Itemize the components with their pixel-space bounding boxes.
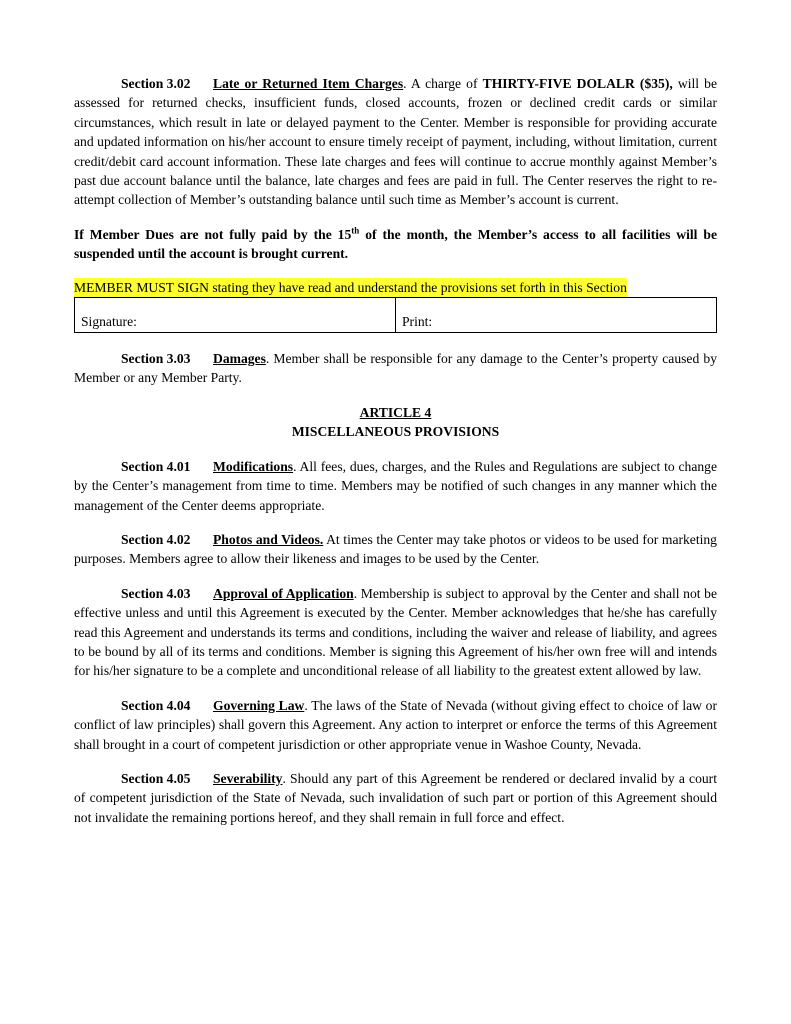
signature-field[interactable] — [75, 298, 395, 332]
section-number: Section 3.02 — [121, 76, 191, 91]
section-4-03 — [74, 584, 717, 681]
notice-superscript: th — [351, 225, 360, 236]
article-heading — [74, 403, 717, 442]
section-number: Section 4.04 — [121, 697, 191, 713]
section-title: Photos and Videos. — [213, 531, 324, 547]
section-4-02 — [74, 530, 717, 569]
signature-label: Signature: — [81, 313, 137, 329]
section-4-05 — [74, 769, 717, 827]
signature-instruction — [74, 278, 717, 297]
section-4-01 — [74, 457, 717, 515]
section-number: Section 4.01 — [121, 458, 191, 474]
section-title: Late or Returned Item Charges — [213, 76, 404, 91]
section-title: Modifications — [213, 458, 294, 474]
section-title: Approval of Application — [213, 585, 354, 601]
section-number: Section 4.05 — [121, 770, 191, 786]
print-field[interactable] — [395, 298, 716, 332]
print-label: Print: — [402, 313, 433, 329]
section-text: . All fees, dues, charges, and the Rules and Regulations are subject to change by the Center’s management from time to time. Members may be notified of such changes in any manner which the management of the Center deems appropriate. — [74, 458, 717, 513]
dues-notice — [74, 225, 717, 264]
signature-table — [74, 297, 717, 333]
notice-text: of the month, the Member’s access to all facilities will be suspended until the account is brought current. — [74, 226, 717, 262]
section-4-04 — [74, 696, 717, 754]
section-3-02 — [74, 74, 717, 210]
section-title: Severability — [213, 770, 283, 786]
section-text: . The laws of the State of Nevada (without giving effect to choice of law or conflict of law principles) shall govern this Agreement. Any action to interpret or enforce the terms of this Agreement shall brought in a court of competent jurisdiction or other appropriate venue in Washoe County, Nevada. — [74, 697, 717, 752]
highlighted-instruction: MEMBER MUST SIGN stating they have read and understand the provisions set forth in this Section — [74, 278, 627, 297]
charge-amount: THIRTY-FIVE DOLALR ($35), — [482, 76, 673, 91]
section-text: . Should any part of this Agreement be rendered or declared invalid by a court of competent jurisdiction of the State of Nevada, such invalidation of such part or portion of this Agreement should not invalidate the remaining portions hereof, and they shall remain in full force and effect. — [74, 770, 717, 825]
notice-text: If Member Dues are not fully paid by the 15 — [74, 226, 352, 242]
section-text: . A charge of — [403, 76, 483, 91]
section-text: will be assessed for returned checks, insufficient funds, closed accounts, frozen or declined credit cards or similar circumstances, which result in late or delayed payment to the Center. Member is responsible for providing accurate and updated information on his/her account to ensure timely receipt of payment, including, without limitation, current credit/debit card account information. These late charges and fees will continue to accrue monthly against Member’s past due account balance until the balance, late charges and fees are paid in full. The Center reserves the right to re-attempt collection of Member’s outstanding balance until such time as Member’s account is current. — [74, 76, 717, 208]
section-text: . Membership is subject to approval by the Center and shall not be effective unless and until this Agreement is executed by the Center. Member acknowledges that he/she has carefully read this Agreement and understands its terms and conditions, including the waiver and release of liability, and agrees to be bound by all of its terms and conditions. Member is signing this Agreement of his/her own free will and intends for his/her signature to be a complete and unconditional release of all liability to the greatest extent allowed by law. — [74, 585, 717, 679]
section-text: At times the Center may take photos or videos to be used for marketing purposes. Members agree to allow their likeness and images to be used by the Center. — [74, 531, 717, 567]
document-page — [74, 74, 717, 842]
article-title: MISCELLANEOUS PROVISIONS — [291, 424, 500, 440]
section-number: Section 4.03 — [121, 585, 191, 601]
section-title: Damages — [213, 351, 266, 367]
section-number: Section 4.02 — [121, 531, 191, 547]
section-3-03 — [74, 349, 717, 388]
article-number: ARTICLE 4 — [359, 404, 432, 420]
section-number: Section 3.03 — [121, 351, 191, 367]
section-text: . Member shall be responsible for any damage to the Center’s property caused by Member or any Member Party. — [74, 351, 717, 386]
section-title: Governing Law — [213, 697, 305, 713]
